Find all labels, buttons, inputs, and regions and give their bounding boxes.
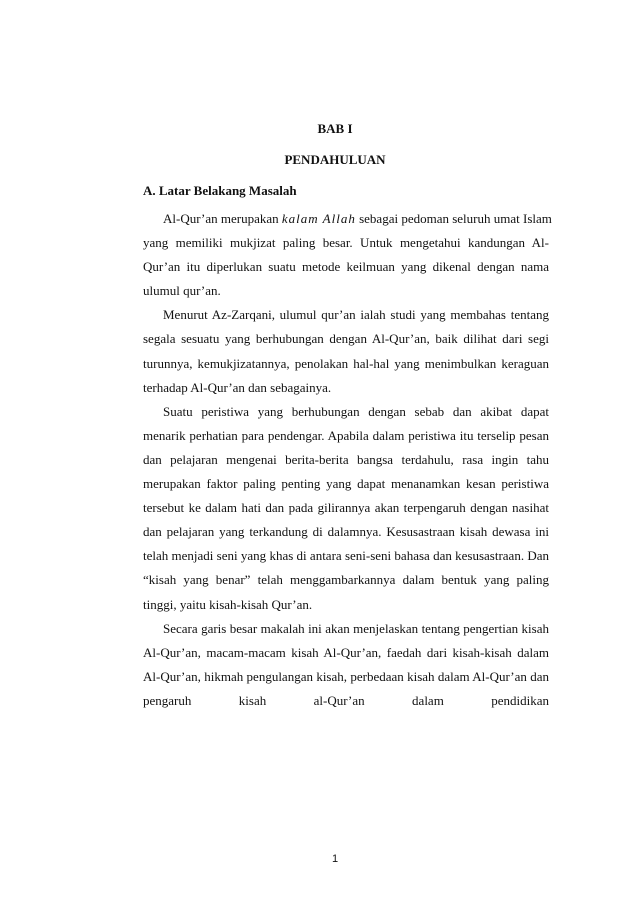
section-heading: A. Latar Belakang Masalah [143, 183, 297, 198]
paragraph-line: dan pelajaran yang terkandung di dalamnya. Kesusastraan kisah dewasa ini [143, 524, 549, 540]
paragraph-line: telah menjadi seni yang khas di antara seni-seni bahasa dan kesusastraan. Dan [143, 548, 549, 564]
chapter-label: BAB I [317, 121, 353, 136]
paragraph-line: “kisah yang benar” telah menggambarkannya dalam bentuk yang paling [143, 572, 549, 588]
chapter-title: PENDAHULUAN [284, 152, 386, 167]
paragraph-line: Qur’an itu diperlukan suatu metode keilmuan yang dikenal dengan nama [143, 259, 549, 275]
paragraph-line: tersebut ke dalam hati dan pada gilirannya akan terpengaruh dengan nasihat [143, 500, 549, 516]
paragraph-line: ulumul qur’an. [143, 283, 221, 299]
paragraph-1 [143, 207, 552, 303]
paragraph-line: menarik perhatian para pendengar. Apabila dalam peristiwa itu terselip pesan [143, 427, 549, 443]
paragraph-line: yang memiliki mukjizat paling besar. Untuk mengetahui kandungan Al- [143, 235, 549, 251]
paragraph-3 [143, 400, 549, 617]
paragraph-line: Menurut Az-Zarqani, ulumul qur’an ialah studi yang membahas tentang [163, 307, 549, 323]
paragraph-line: pengaruh kisah al-Qur’an dalam pendidikan [143, 692, 549, 708]
paragraph-line: Al-Qur’an merupakan kalam Allah sebagai pedoman seluruh umat Islam [163, 211, 552, 226]
paragraph-line: Suatu peristiwa yang berhubungan dengan sebab dan akibat dapat [163, 403, 549, 419]
paragraph-line: Secara garis besar makalah ini akan menjelaskan tentang pengertian kisah [163, 620, 549, 636]
paragraph-line: segala sesuatu yang berhubungan dengan Al-Qur’an, baik dilihat dari segi [143, 331, 549, 347]
paragraph-line: terhadap Al-Qur’an dan sebagainya. [143, 379, 332, 395]
paragraph-line: tinggi, yaitu kisah-kisah Qur’an. [143, 596, 313, 612]
paragraph-line: turunnya, kemukjizatannya, penolakan hal-hal yang menimbulkan keraguan [143, 355, 549, 371]
page-number: 1 [331, 853, 339, 865]
paragraph-4 [143, 617, 549, 713]
paragraph-line: merupakan faktor paling penting yang dapat menanamkan kesan peristiwa [143, 476, 549, 492]
paragraph-2 [143, 303, 549, 399]
paragraph-line: dan pelajaran mengenai berita-berita bangsa terdahulu, rasa ingin tahu [143, 451, 549, 467]
italic-phrase: kalam Allah [281, 211, 356, 226]
paragraph-line: Al-Qur’an, macam-macam kisah Al-Qur’an, faedah dari kisah-kisah dalam [143, 644, 549, 660]
body-text [143, 207, 552, 713]
paragraph-line: Al-Qur’an, hikmah pengulangan kisah, perbedaan kisah dalam Al-Qur’an dan [143, 668, 549, 684]
